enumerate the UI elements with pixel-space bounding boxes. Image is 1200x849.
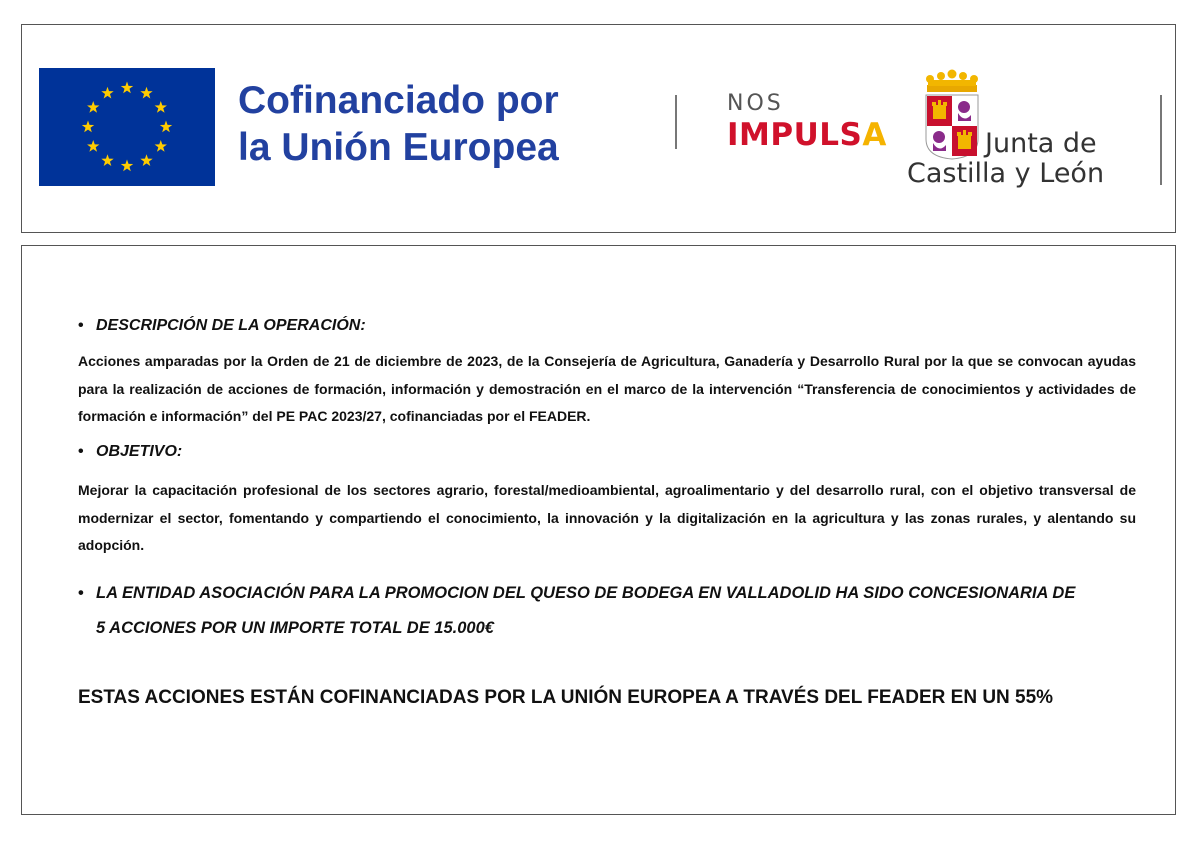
descripcion-paragraph: Acciones amparadas por la Orden de 21 de diciembre de 2023, de la Consejería de Agricultura, Ganadería y Desarrollo Rural por la que se convocan ayudas para la realización de acciones de formación, información y demostración en el marco de la intervención “Transferencia de conocimientos y actividades de formación e información” del PE PAC 2023/27, cofinanciadas por el FEADER. xyxy=(78,353,1136,424)
eu-title-line1: Cofinanciado por xyxy=(238,79,559,122)
impulsa-text xyxy=(727,117,887,153)
jcyl-line1: Junta de xyxy=(985,128,1097,159)
objetivo-heading-text: • OBJETIVO: xyxy=(96,443,183,460)
entidad-heading-text: • LA ENTIDAD ASOCIACIÓN PARA LA PROMOCION DEL QUESO DE BODEGA EN VALLADOLID HA SIDO CONCESIONARIA DE 5 ACCIONES POR UN IMPORTE TOTAL DE 15.000€ xyxy=(96,584,1076,637)
eu-star-icon xyxy=(140,87,152,99)
cofinancing-statement: ESTAS ACCIONES ESTÁN COFINANCIADAS POR LA UNIÓN EUROPEA A TRAVÉS DEL FEADER EN UN 55% xyxy=(78,687,1054,708)
eu-star-icon xyxy=(121,82,133,94)
operation-info-panel xyxy=(21,245,1176,815)
logo-header xyxy=(21,24,1176,233)
logo-divider-right xyxy=(1160,95,1162,185)
impulsa-main: IMPULS xyxy=(727,117,863,153)
junta-castilla-leon-logo-text xyxy=(907,129,1104,189)
eu-star-icon xyxy=(140,154,152,166)
eu-star-icon xyxy=(87,101,99,113)
eu-star-icon xyxy=(155,101,167,113)
eu-star-icon xyxy=(82,121,94,133)
eu-title-line2: la Unión Europea xyxy=(238,126,559,169)
entidad-heading xyxy=(78,576,1078,646)
objetivo-paragraph: Mejorar la capacitación profesional de los sectores agrario, forestal/medioambiental, agroalimentario y del desarrollo rural, con el objetivo transversal de modernizar el sector, fomentando y compartiendo el conocimiento, la innovación y la digitalización en la agricultura y las zonas rurales, y alentando su adopción. xyxy=(78,482,1136,553)
nos-impulsa-logo xyxy=(727,91,887,153)
eu-star-icon xyxy=(101,87,113,99)
descripcion-heading xyxy=(78,317,366,335)
eu-star-icon xyxy=(160,121,172,133)
eu-flag-icon xyxy=(39,68,215,186)
logo-divider xyxy=(675,95,677,149)
nos-text: NOS xyxy=(727,91,784,116)
eu-star-icon xyxy=(101,154,113,166)
eu-star-icon xyxy=(155,140,167,152)
jcyl-line2: Castilla y León xyxy=(907,158,1105,189)
descripcion-heading-text: • DESCRIPCIÓN DE LA OPERACIÓN: xyxy=(96,317,366,334)
eu-cofinanced-title xyxy=(238,77,559,171)
objetivo-heading xyxy=(78,443,182,461)
eu-star-icon xyxy=(121,160,133,172)
eu-star-icon xyxy=(87,140,99,152)
impulsa-last-letter: A xyxy=(862,117,887,153)
